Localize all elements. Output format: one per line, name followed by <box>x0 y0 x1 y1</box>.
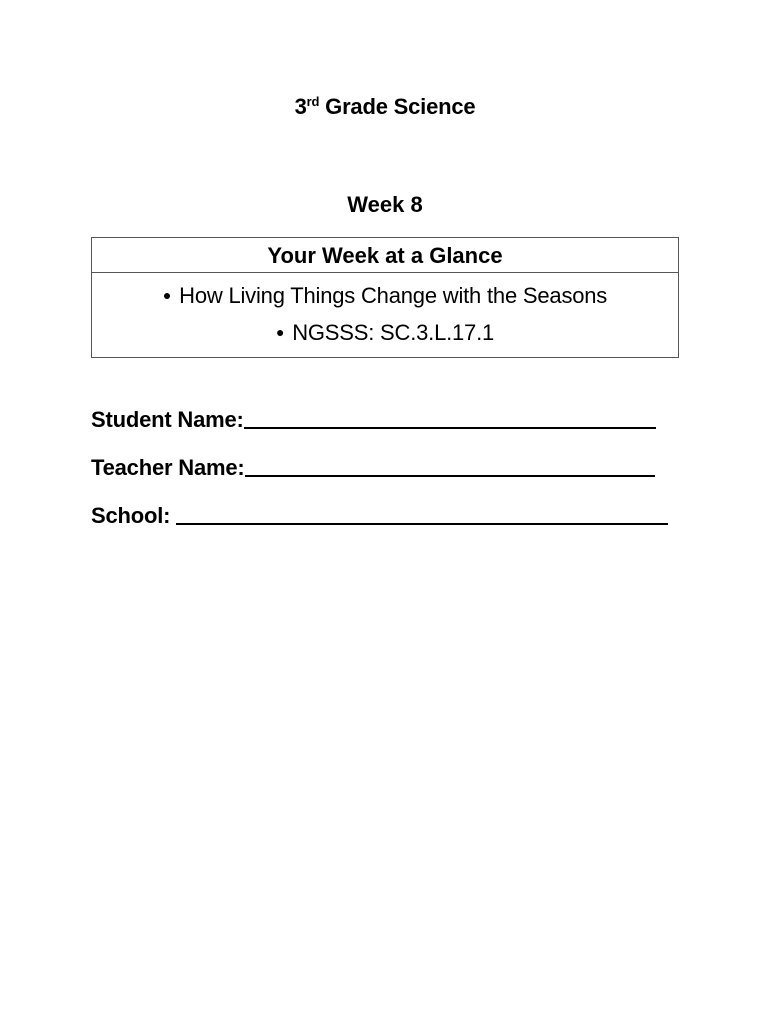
glance-item-text: How Living Things Change with the Seasons <box>179 283 608 308</box>
student-name-blank[interactable] <box>244 409 656 429</box>
week-label: Week 8 <box>347 192 423 217</box>
student-name-field <box>91 396 691 444</box>
title-ordinal-suffix: rd <box>306 94 320 109</box>
student-info-fields <box>91 396 691 540</box>
title-grade-number: 3 <box>294 94 307 119</box>
school-field <box>91 492 691 540</box>
school-label: School: <box>91 503 171 528</box>
bullet-icon: ● <box>275 324 285 340</box>
week-at-a-glance-table <box>91 237 679 358</box>
title-subject: Grade Science <box>325 94 476 119</box>
student-name-label: Student Name: <box>91 407 244 432</box>
school-blank[interactable] <box>176 505 668 525</box>
glance-item-text: NGSSS: SC.3.L.17.1 <box>292 320 495 345</box>
glance-heading: Your Week at a Glance <box>92 238 678 273</box>
page-title <box>0 94 770 120</box>
glance-item <box>92 277 678 314</box>
glance-item <box>92 314 678 351</box>
teacher-name-label: Teacher Name: <box>91 455 245 480</box>
teacher-name-field <box>91 444 691 492</box>
bullet-icon: ● <box>162 287 172 303</box>
glance-body <box>92 273 678 357</box>
teacher-name-blank[interactable] <box>245 457 655 477</box>
